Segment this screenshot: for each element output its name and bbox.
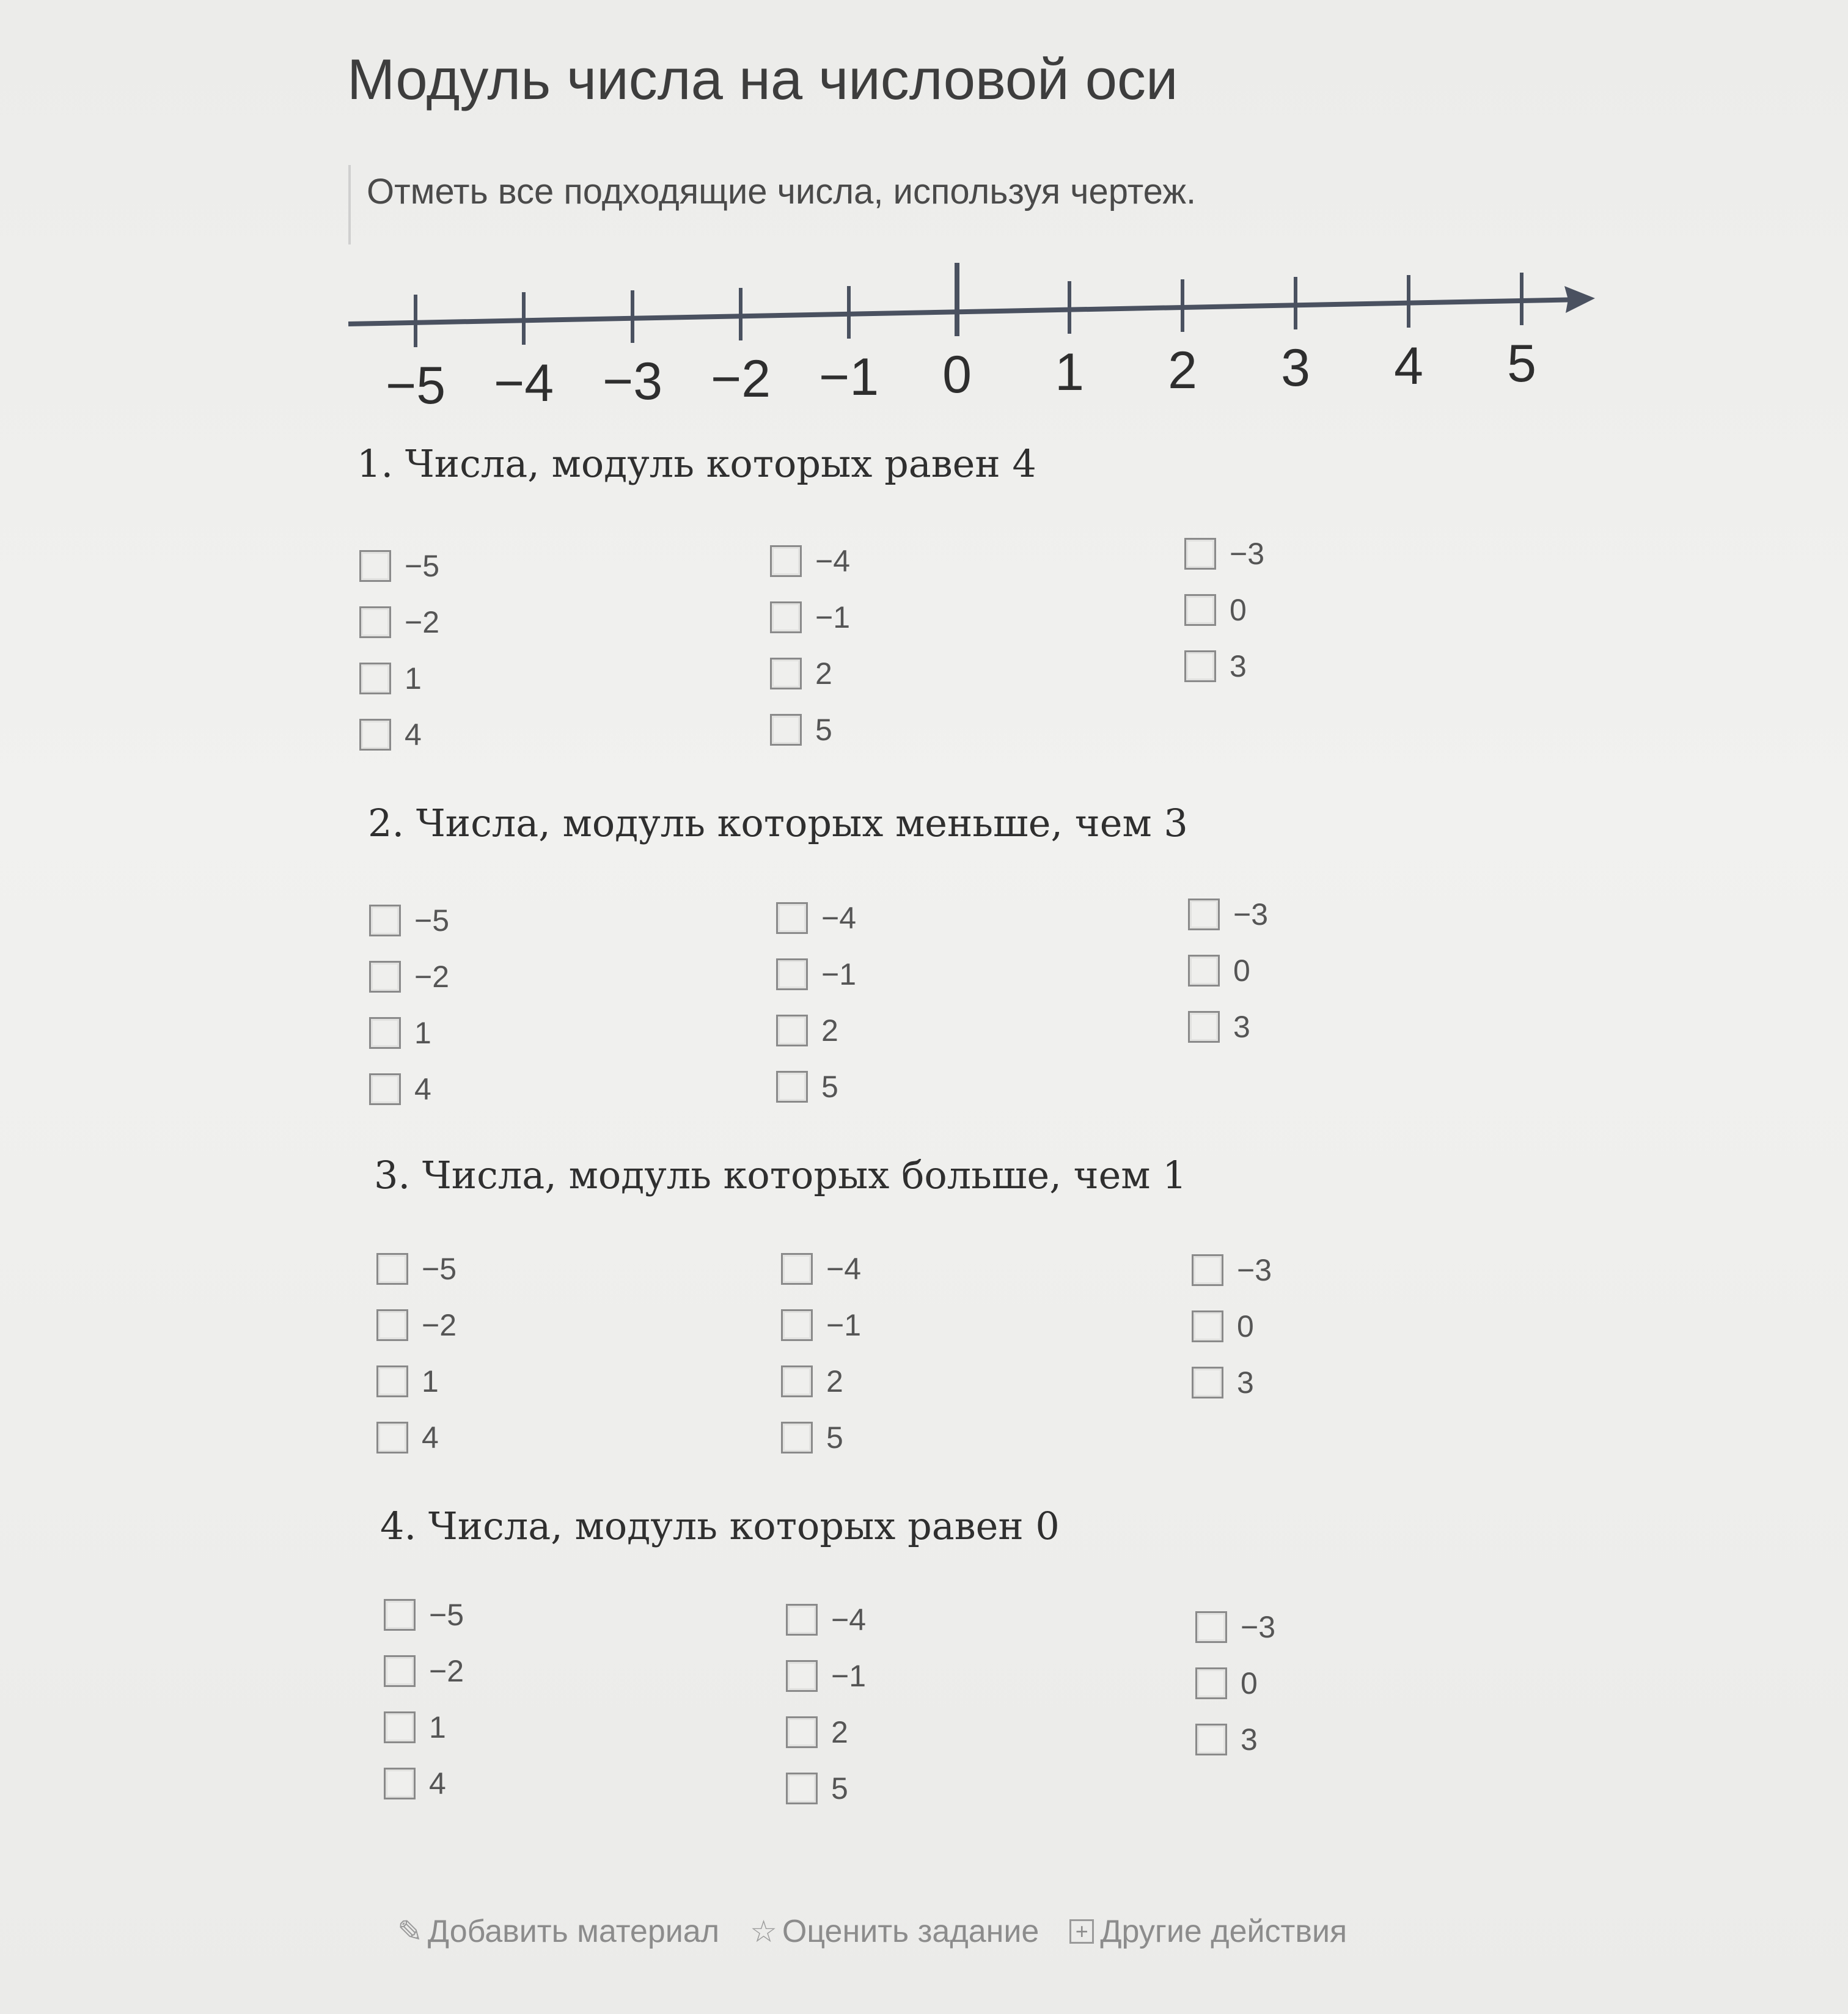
checkbox[interactable] [1195,1611,1227,1643]
option-label: 4 [422,1420,439,1455]
option-item[interactable] [384,1755,464,1812]
checkbox[interactable] [1192,1254,1223,1286]
options-column [1195,1599,1275,1768]
option-item[interactable] [1188,943,1268,999]
rate-task-link[interactable] [750,1913,1039,1950]
option-item[interactable] [1188,999,1268,1055]
option-label: 3 [1237,1365,1254,1400]
checkbox[interactable] [384,1768,416,1799]
question-4-options [384,1587,1362,1819]
question-1-title: 1. Числа, модуль которых равен 4 [357,441,1036,486]
option-item[interactable] [369,1005,449,1061]
option-item[interactable] [1192,1298,1272,1354]
checkbox[interactable] [770,658,802,689]
option-item[interactable] [786,1760,866,1817]
add-material-label: Добавить материал [427,1914,720,1949]
number-line-arrow-icon [1564,286,1595,313]
option-label: −1 [826,1308,862,1342]
tick-label: 3 [1281,339,1310,397]
options-column [781,1241,861,1466]
option-label: −5 [429,1598,464,1632]
option-item[interactable] [376,1353,457,1409]
checkbox[interactable] [781,1309,813,1341]
option-label: 2 [831,1715,848,1749]
option-label: 1 [429,1710,446,1744]
option-label: 4 [414,1072,431,1106]
option-label: 1 [405,661,422,696]
option-label: −4 [821,901,857,935]
option-label: 0 [1241,1666,1258,1700]
tick-label: −4 [493,354,554,413]
options-column [376,1241,457,1466]
option-label: −2 [429,1654,464,1688]
option-item[interactable] [359,538,439,594]
checkbox[interactable] [376,1422,408,1454]
question-3-options [376,1241,1354,1473]
option-item[interactable] [384,1643,464,1699]
checkbox[interactable] [1195,1667,1227,1699]
option-item[interactable] [1192,1242,1272,1298]
footer-actions [397,1913,1377,1950]
option-item[interactable] [359,594,439,650]
option-label: 5 [815,713,832,747]
option-label: 3 [1241,1722,1258,1757]
checkbox[interactable] [359,550,391,582]
checkbox[interactable] [376,1253,408,1285]
option-item[interactable] [786,1704,866,1760]
question-3-title: 3. Числа, модуль которых больше, чем 1 [374,1153,1187,1197]
option-item[interactable] [776,890,856,946]
option-item[interactable] [369,892,449,949]
option-item[interactable] [1195,1711,1275,1768]
option-label: 0 [1233,954,1250,988]
option-label: 4 [429,1766,446,1801]
option-item[interactable] [384,1699,464,1755]
option-label: −1 [821,957,857,991]
option-label: −3 [1233,897,1269,932]
option-label: −4 [826,1252,862,1286]
option-label: 5 [826,1420,843,1455]
number-line [342,251,1613,422]
option-label: 2 [815,656,832,691]
option-item[interactable] [1195,1599,1275,1655]
checkbox[interactable] [1188,1011,1220,1043]
checkbox[interactable] [1184,538,1216,570]
checkbox[interactable] [776,1071,808,1103]
option-label: −3 [1230,537,1265,571]
option-label: −3 [1237,1253,1272,1287]
checkbox[interactable] [369,905,401,936]
number-line-labels [386,334,1536,415]
option-item[interactable] [369,1061,449,1117]
other-actions-link[interactable] [1069,1913,1347,1950]
option-item[interactable] [1192,1354,1272,1411]
options-column [1188,886,1268,1055]
tick-label: 1 [1055,343,1084,402]
option-item[interactable] [770,702,850,758]
tick-label: −5 [385,356,446,415]
option-label: 2 [826,1364,843,1398]
number-line-svg [342,251,1613,422]
option-label: 5 [831,1771,848,1806]
option-item[interactable] [770,645,850,702]
option-item[interactable] [776,1002,856,1059]
tick-label: 0 [942,345,972,404]
options-column [1192,1242,1272,1411]
option-item[interactable] [1184,526,1264,582]
star-icon: ☆ [750,1914,777,1949]
option-item[interactable] [770,589,850,645]
option-item[interactable] [776,1059,856,1115]
tick-label: −2 [710,350,771,408]
option-label: −2 [422,1308,457,1342]
tick-label: 2 [1168,341,1197,400]
other-actions-label: Другие действия [1100,1914,1348,1949]
option-label: 3 [1230,649,1247,683]
options-column [776,890,856,1115]
option-item[interactable] [1184,582,1264,638]
checkbox[interactable] [359,606,391,638]
option-label: 0 [1230,593,1247,627]
checkbox[interactable] [359,663,391,694]
tick-label: −1 [818,348,879,406]
option-label: −5 [414,903,450,938]
question-2-title: 2. Числа, модуль которых меньше, чем 3 [368,801,1188,845]
checkbox[interactable] [384,1711,416,1743]
checkbox[interactable] [776,958,808,990]
option-label: −2 [414,960,450,994]
option-item[interactable] [369,949,449,1005]
option-item[interactable] [786,1592,866,1648]
option-item[interactable] [786,1648,866,1704]
checkbox[interactable] [384,1599,416,1631]
option-item[interactable] [776,946,856,1002]
checkbox[interactable] [776,1015,808,1046]
options-column [359,538,439,763]
tick-label: 5 [1507,334,1536,393]
option-item[interactable] [376,1241,457,1297]
option-item[interactable] [376,1297,457,1353]
checkbox[interactable] [376,1309,408,1341]
plus-box-icon: + [1069,1919,1094,1944]
option-item[interactable] [781,1297,861,1353]
option-label: −1 [831,1659,867,1693]
instruction-bar [348,165,351,244]
checkbox[interactable] [781,1422,813,1454]
checkbox[interactable] [786,1660,818,1692]
checkbox[interactable] [369,1073,401,1105]
checkbox[interactable] [376,1365,408,1397]
option-item[interactable] [359,707,439,763]
tick-label: −3 [602,352,663,411]
tick-label: 4 [1394,337,1423,395]
option-label: 0 [1237,1309,1254,1343]
question-1-options [359,538,1337,770]
checkbox[interactable] [369,1017,401,1049]
option-label: −4 [815,544,851,578]
option-item[interactable] [359,650,439,707]
checkbox[interactable] [1188,899,1220,930]
option-label: −5 [405,549,440,583]
checkbox[interactable] [781,1365,813,1397]
option-item[interactable] [384,1587,464,1643]
option-item[interactable] [770,533,850,589]
option-item[interactable] [1188,886,1268,943]
checkbox[interactable] [786,1604,818,1636]
option-label: 4 [405,718,422,752]
options-column [1184,526,1264,694]
checkbox[interactable] [770,545,802,577]
checkbox[interactable] [786,1773,818,1804]
instruction-text: Отметь все подходящие числа, используя чертеж. [367,172,1197,211]
option-label: 5 [821,1070,838,1104]
checkbox[interactable] [1184,594,1216,626]
option-label: −3 [1241,1610,1276,1644]
option-label: 2 [821,1013,838,1048]
checkbox[interactable] [359,719,391,751]
number-line-axis [348,300,1583,324]
checkbox[interactable] [1184,650,1216,682]
option-label: 1 [414,1016,431,1050]
option-item[interactable] [376,1409,457,1466]
options-column [369,892,449,1117]
checkbox[interactable] [770,601,802,633]
option-label: 3 [1233,1010,1250,1044]
option-item[interactable] [1184,638,1264,694]
checkbox[interactable] [786,1716,818,1748]
checkbox[interactable] [384,1655,416,1687]
option-item[interactable] [781,1241,861,1297]
checkbox[interactable] [1195,1724,1227,1755]
checkbox[interactable] [781,1253,813,1285]
option-label: −1 [815,600,851,634]
option-label: −2 [405,605,440,639]
pencil-icon: ✎ [397,1914,423,1949]
checkbox[interactable] [776,902,808,934]
option-label: −4 [831,1603,867,1637]
checkbox[interactable] [1192,1367,1223,1398]
options-column [384,1587,464,1812]
rate-task-label: Оценить задание [782,1914,1040,1949]
option-label: −5 [422,1252,457,1286]
checkbox[interactable] [770,714,802,746]
checkbox[interactable] [1192,1310,1223,1342]
option-item[interactable] [1195,1655,1275,1711]
question-2-options [369,892,1347,1125]
options-column [770,533,850,758]
checkbox[interactable] [369,961,401,993]
checkbox[interactable] [1188,955,1220,987]
add-material-link[interactable] [397,1913,719,1950]
option-item[interactable] [781,1409,861,1466]
options-column [786,1592,866,1817]
page-title: Модуль числа на числовой оси [347,47,1178,111]
option-item[interactable] [781,1353,861,1409]
option-label: 1 [422,1364,439,1398]
question-4-title: 4. Числа, модуль которых равен 0 [380,1504,1060,1548]
